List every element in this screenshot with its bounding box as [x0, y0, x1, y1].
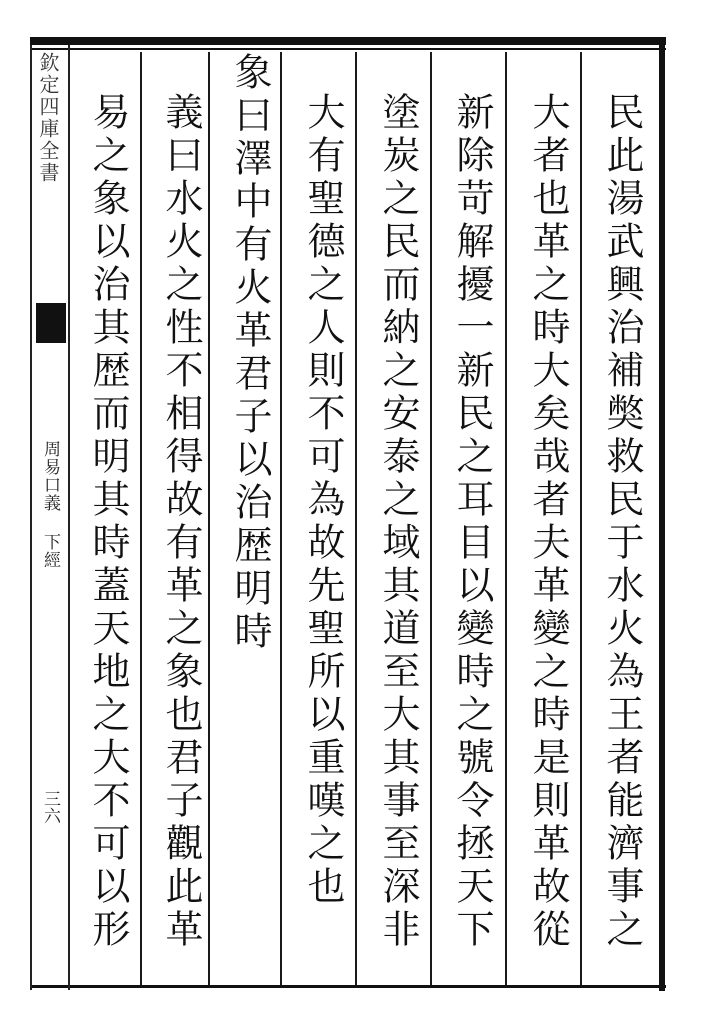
text-column-7: 義曰水火之性不相得故有革之象也君子觀此革 [159, 92, 203, 952]
column-rule [580, 52, 582, 985]
text-column-2: 大者也革之時大矣哉者夫革變之時是則革故從 [526, 92, 570, 952]
column-rule [280, 52, 282, 985]
collection-title: 欽定四庫全書 [36, 52, 60, 184]
book-title: 周易口義 下經 [40, 440, 60, 569]
fishtail-mark [36, 303, 66, 343]
column-rule [505, 52, 507, 985]
frame-right-border [659, 37, 665, 991]
frame-bottom-border [30, 985, 666, 988]
text-column-6: 象曰澤中有火革君子以治歴明時 [228, 52, 272, 654]
text-column-1: 民此湯武興治補獘救民于水火為王者能濟事之 [600, 92, 644, 952]
column-rule [355, 52, 357, 985]
column-rule [140, 52, 142, 985]
text-column-5: 大有聖德之人則不可為故先聖所以重嘆之也 [301, 92, 345, 909]
text-column-3: 新除苛解擾一新民之耳目以變時之號令拯天下 [450, 92, 494, 952]
frame-top-border [30, 37, 666, 45]
column-rule [430, 52, 432, 985]
text-column-4: 塗炭之民而納之安泰之域其道至大其事至深非 [376, 92, 420, 952]
frame-top-inner-border [30, 48, 666, 50]
margin-right-rule [68, 45, 70, 990]
margin-left-rule [30, 45, 32, 990]
text-column-8: 易之象以治其歴而明其時蓋天地之大不可以形 [86, 92, 130, 952]
page-number: 三六 [40, 790, 60, 824]
